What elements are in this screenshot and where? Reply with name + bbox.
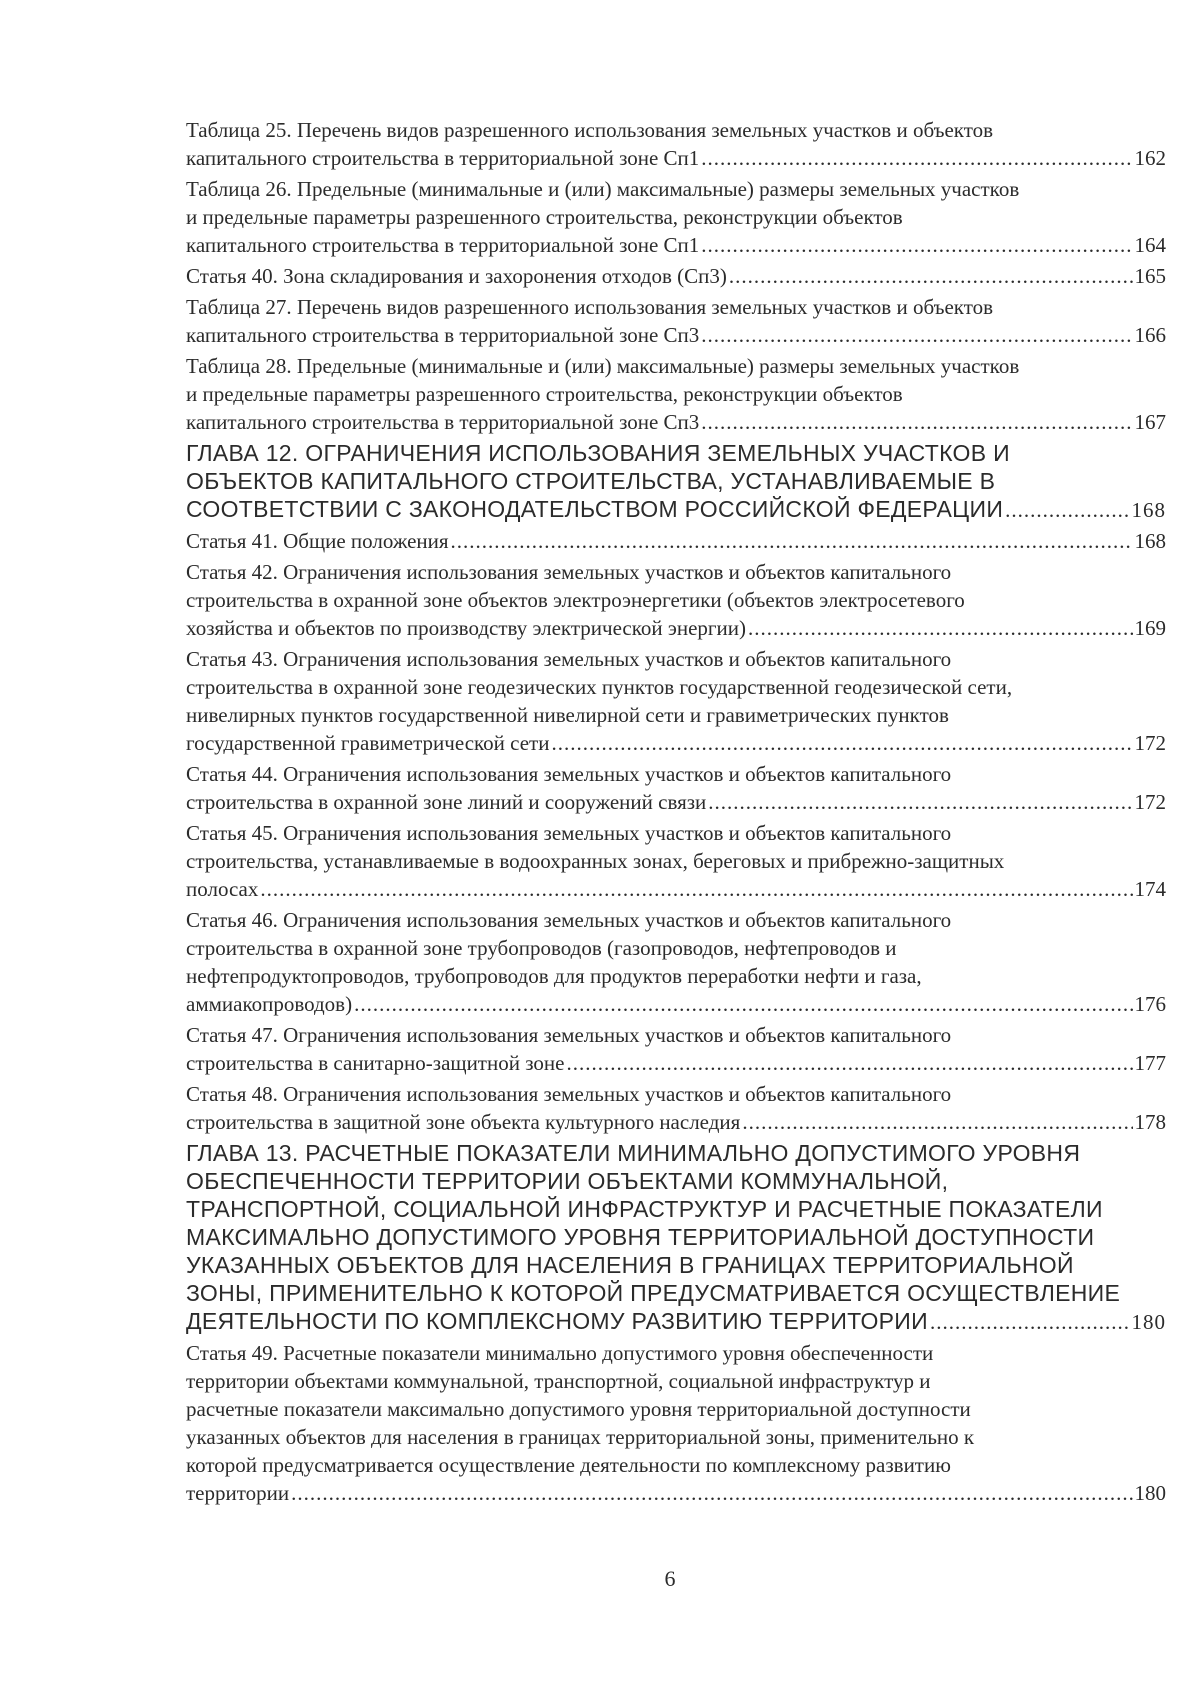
dot-leader xyxy=(701,321,1132,349)
toc-page-number: 177 xyxy=(1134,1051,1166,1075)
toc-entry-line: и предельные параметры разрешенного строительства, реконструкции объектов xyxy=(186,382,903,406)
toc-entry-title-end: строительства в санитарно-защитной зоне xyxy=(186,1051,565,1075)
toc-entry-line: указанных объектов для населения в границах территориальной зоны, применительно к xyxy=(186,1425,975,1449)
toc-page-number: 165 xyxy=(1134,264,1166,288)
toc-entry[interactable] xyxy=(186,116,1166,172)
toc-page-number: 180 xyxy=(1131,1310,1166,1334)
toc-entry-line: Статья 46. Ограничения использования земельных участков и объектов капитального xyxy=(186,908,952,932)
toc-entry-title-end: Статья 41. Общие положения xyxy=(186,529,449,553)
toc-entry[interactable] xyxy=(186,293,1166,349)
toc-page-number: 169 xyxy=(1134,616,1166,640)
toc-entry-last-line xyxy=(186,614,1166,642)
dot-leader xyxy=(729,262,1133,290)
toc-entry-line: Таблица 26. Предельные (минимальные и (или) максимальные) размеры земельных участков xyxy=(186,177,1020,201)
toc-entry-line: Статья 44. Ограничения использования земельных участков и объектов капитального xyxy=(186,762,952,786)
toc-entry-line: строительства, устанавливаемые в водоохранных зонах, береговых и прибрежно-защитных xyxy=(186,849,1005,873)
dot-leader xyxy=(1005,496,1129,524)
toc-page-number: 166 xyxy=(1134,323,1166,347)
toc-entry-line: ЗОНЫ, ПРИМЕНИТЕЛЬНО К КОТОРОЙ ПРЕДУСМАТРИВАЕТСЯ ОСУЩЕСТВЛЕНИЕ xyxy=(186,1280,1121,1306)
toc-entry-line: которой предусматривается осуществление деятельности по комплексному развитию xyxy=(186,1453,951,1477)
dot-leader xyxy=(701,231,1132,259)
toc-entry-last-line xyxy=(186,990,1166,1018)
toc-entry-line: Статья 42. Ограничения использования земельных участков и объектов капитального xyxy=(186,560,952,584)
dot-leader xyxy=(291,1479,1132,1507)
toc-entry[interactable] xyxy=(186,558,1166,642)
toc-entry-title-end: полосах xyxy=(186,877,259,901)
page-number: 6 xyxy=(664,1566,676,1591)
dot-leader xyxy=(451,527,1133,555)
toc-entry-line: МАКСИМАЛЬНО ДОПУСТИМОГО УРОВНЯ ТЕРРИТОРИАЛЬНОЙ ДОСТУПНОСТИ xyxy=(186,1224,1095,1250)
toc-entry-line: территории объектами коммунальной, транспортной, социальной инфраструктур и xyxy=(186,1369,931,1393)
dot-leader xyxy=(354,990,1132,1018)
toc-entry-line: и предельные параметры разрешенного строительства, реконструкции объектов xyxy=(186,205,903,229)
toc-entry[interactable] xyxy=(186,645,1166,757)
toc-entry-line: ОБЪЕКТОВ КАПИТАЛЬНОГО СТРОИТЕЛЬСТВА, УСТАНАВЛИВАЕМЫЕ В xyxy=(186,468,996,494)
toc-entry-line: Статья 49. Расчетные показатели минимально допустимого уровня обеспеченности xyxy=(186,1341,934,1365)
toc-entry-line: ОБЕСПЕЧЕННОСТИ ТЕРРИТОРИИ ОБЪЕКТАМИ КОММУНАЛЬНОЙ, xyxy=(186,1168,949,1194)
dot-leader xyxy=(701,408,1132,436)
toc-entry-last-line xyxy=(186,788,1166,816)
toc-entry-line: расчетные показатели максимально допустимого уровня территориальной доступности xyxy=(186,1397,971,1421)
toc-entry[interactable] xyxy=(186,1080,1166,1136)
toc-entry[interactable] xyxy=(186,906,1166,1018)
toc-entry[interactable] xyxy=(186,760,1166,816)
dot-leader xyxy=(748,614,1132,642)
toc-entry[interactable] xyxy=(186,819,1166,903)
toc-entry-line: Статья 43. Ограничения использования земельных участков и объектов капитального xyxy=(186,647,952,671)
toc-entry-title-end: капитального строительства в территориальной зоне Сп1 xyxy=(186,233,700,257)
toc-entry-line: УКАЗАННЫХ ОБЪЕКТОВ ДЛЯ НАСЕЛЕНИЯ В ГРАНИЦАХ ТЕРРИТОРИАЛЬНОЙ xyxy=(186,1252,1074,1278)
toc-entry-last-line xyxy=(186,231,1166,259)
toc-entry-line: Статья 48. Ограничения использования земельных участков и объектов капитального xyxy=(186,1082,952,1106)
toc-entry-last-line xyxy=(186,875,1166,903)
toc-entry[interactable] xyxy=(186,1021,1166,1077)
toc-entry-line: Таблица 25. Перечень видов разрешенного использования земельных участков и объектов xyxy=(186,118,994,142)
toc-entry[interactable] xyxy=(186,175,1166,259)
toc-entry-last-line xyxy=(186,1049,1166,1077)
toc-entry-last-line xyxy=(186,321,1166,349)
toc-entry-line: нивелирных пунктов государственной нивелирной сети и гравиметрических пунктов xyxy=(186,703,949,727)
toc-entry-line: Таблица 28. Предельные (минимальные и (или) максимальные) размеры земельных участков xyxy=(186,354,1020,378)
toc-page-number: 180 xyxy=(1134,1481,1166,1505)
toc-entry-line: ТРАНСПОРТНОЙ, СОЦИАЛЬНОЙ ИНФРАСТРУКТУР И РАСЧЕТНЫЕ ПОКАЗАТЕЛИ xyxy=(186,1196,1103,1222)
toc-entry-last-line xyxy=(186,729,1166,757)
toc-entry-title-end: строительства в защитной зоне объекта культурного наследия xyxy=(186,1110,741,1134)
toc-entry-line: строительства в охранной зоне трубопроводов (газопроводов, нефтепроводов и xyxy=(186,936,897,960)
toc-entry-line: строительства в охранной зоне геодезических пунктов государственной геодезической сети, xyxy=(186,675,1013,699)
toc-page-number: 172 xyxy=(1134,731,1166,755)
toc-entry-title-end: хозяйства и объектов по производству электрической энергии) xyxy=(186,616,747,640)
toc-entry-line: Статья 45. Ограничения использования земельных участков и объектов капитального xyxy=(186,821,952,845)
dot-leader xyxy=(930,1308,1130,1336)
toc-entry-title-end: ДЕЯТЕЛЬНОСТИ ПО КОМПЛЕКСНОМУ РАЗВИТИЮ ТЕРРИТОРИИ xyxy=(186,1308,928,1334)
dot-leader xyxy=(566,1049,1132,1077)
toc-entry-title-end: государственной гравиметрической сети xyxy=(186,731,550,755)
toc-entry-title-end: капитального строительства в территориальной зоне Сп3 xyxy=(186,410,700,434)
toc-page-number: 162 xyxy=(1134,146,1166,170)
toc-page-number: 167 xyxy=(1134,410,1166,434)
toc-entry-title-end: СООТВЕТСТВИИ С ЗАКОНОДАТЕЛЬСТВОМ РОССИЙСКОЙ ФЕДЕРАЦИИ xyxy=(186,496,1004,522)
dot-leader xyxy=(708,788,1132,816)
toc-chapter-entry[interactable] xyxy=(186,1139,1166,1336)
toc-entry-title-end: капитального строительства в территориальной зоне Сп3 xyxy=(186,323,700,347)
toc-entry-line: нефтепродуктопроводов, трубопроводов для продуктов переработки нефти и газа, xyxy=(186,964,922,988)
toc-entry-last-line xyxy=(186,262,1166,290)
toc-page-number: 168 xyxy=(1134,529,1166,553)
toc-entry-title-end: аммиакопроводов) xyxy=(186,992,353,1016)
toc-page-number: 168 xyxy=(1131,498,1166,522)
toc-entry-title-end: Статья 40. Зона складирования и захоронения отходов (Сп3) xyxy=(186,264,727,288)
toc-entry-last-line xyxy=(186,144,1166,172)
toc-page-number: 164 xyxy=(1134,233,1166,257)
toc-chapter-entry[interactable] xyxy=(186,439,1166,524)
toc-page-number: 178 xyxy=(1134,1110,1166,1134)
dot-leader xyxy=(260,875,1132,903)
dot-leader xyxy=(701,144,1132,172)
toc-entry-last-line xyxy=(186,495,1166,524)
toc-entry-last-line xyxy=(186,527,1166,555)
toc-entry[interactable] xyxy=(186,352,1166,436)
toc-entry-title-end: капитального строительства в территориальной зоне Сп1 xyxy=(186,146,700,170)
toc-entry-last-line xyxy=(186,408,1166,436)
toc-page-number: 176 xyxy=(1134,992,1166,1016)
dot-leader xyxy=(742,1108,1132,1136)
toc-entry-title-end: территории xyxy=(186,1481,290,1505)
toc-entry-line: Таблица 27. Перечень видов разрешенного использования земельных участков и объектов xyxy=(186,295,994,319)
toc-page-number: 174 xyxy=(1134,877,1166,901)
toc-entry-last-line xyxy=(186,1108,1166,1136)
toc-entry-line: ГЛАВА 13. РАСЧЕТНЫЕ ПОКАЗАТЕЛИ МИНИМАЛЬНО ДОПУСТИМОГО УРОВНЯ xyxy=(186,1140,1081,1166)
table-of-contents xyxy=(186,116,1166,1510)
toc-entry-title-end: строительства в охранной зоне линий и сооружений связи xyxy=(186,790,707,814)
toc-entry[interactable] xyxy=(186,262,1166,290)
toc-entry-line: Статья 47. Ограничения использования земельных участков и объектов капитального xyxy=(186,1023,952,1047)
toc-entry[interactable] xyxy=(186,1339,1166,1507)
toc-entry-line: строительства в охранной зоне объектов электроэнергетики (объектов электросетевого xyxy=(186,588,965,612)
dot-leader xyxy=(551,729,1132,757)
toc-entry-line: ГЛАВА 12. ОГРАНИЧЕНИЯ ИСПОЛЬЗОВАНИЯ ЗЕМЕЛЬНЫХ УЧАСТКОВ И xyxy=(186,440,1010,466)
toc-entry-last-line xyxy=(186,1307,1166,1336)
toc-entry[interactable] xyxy=(186,527,1166,555)
toc-entry-last-line xyxy=(186,1479,1166,1507)
toc-page-number: 172 xyxy=(1134,790,1166,814)
